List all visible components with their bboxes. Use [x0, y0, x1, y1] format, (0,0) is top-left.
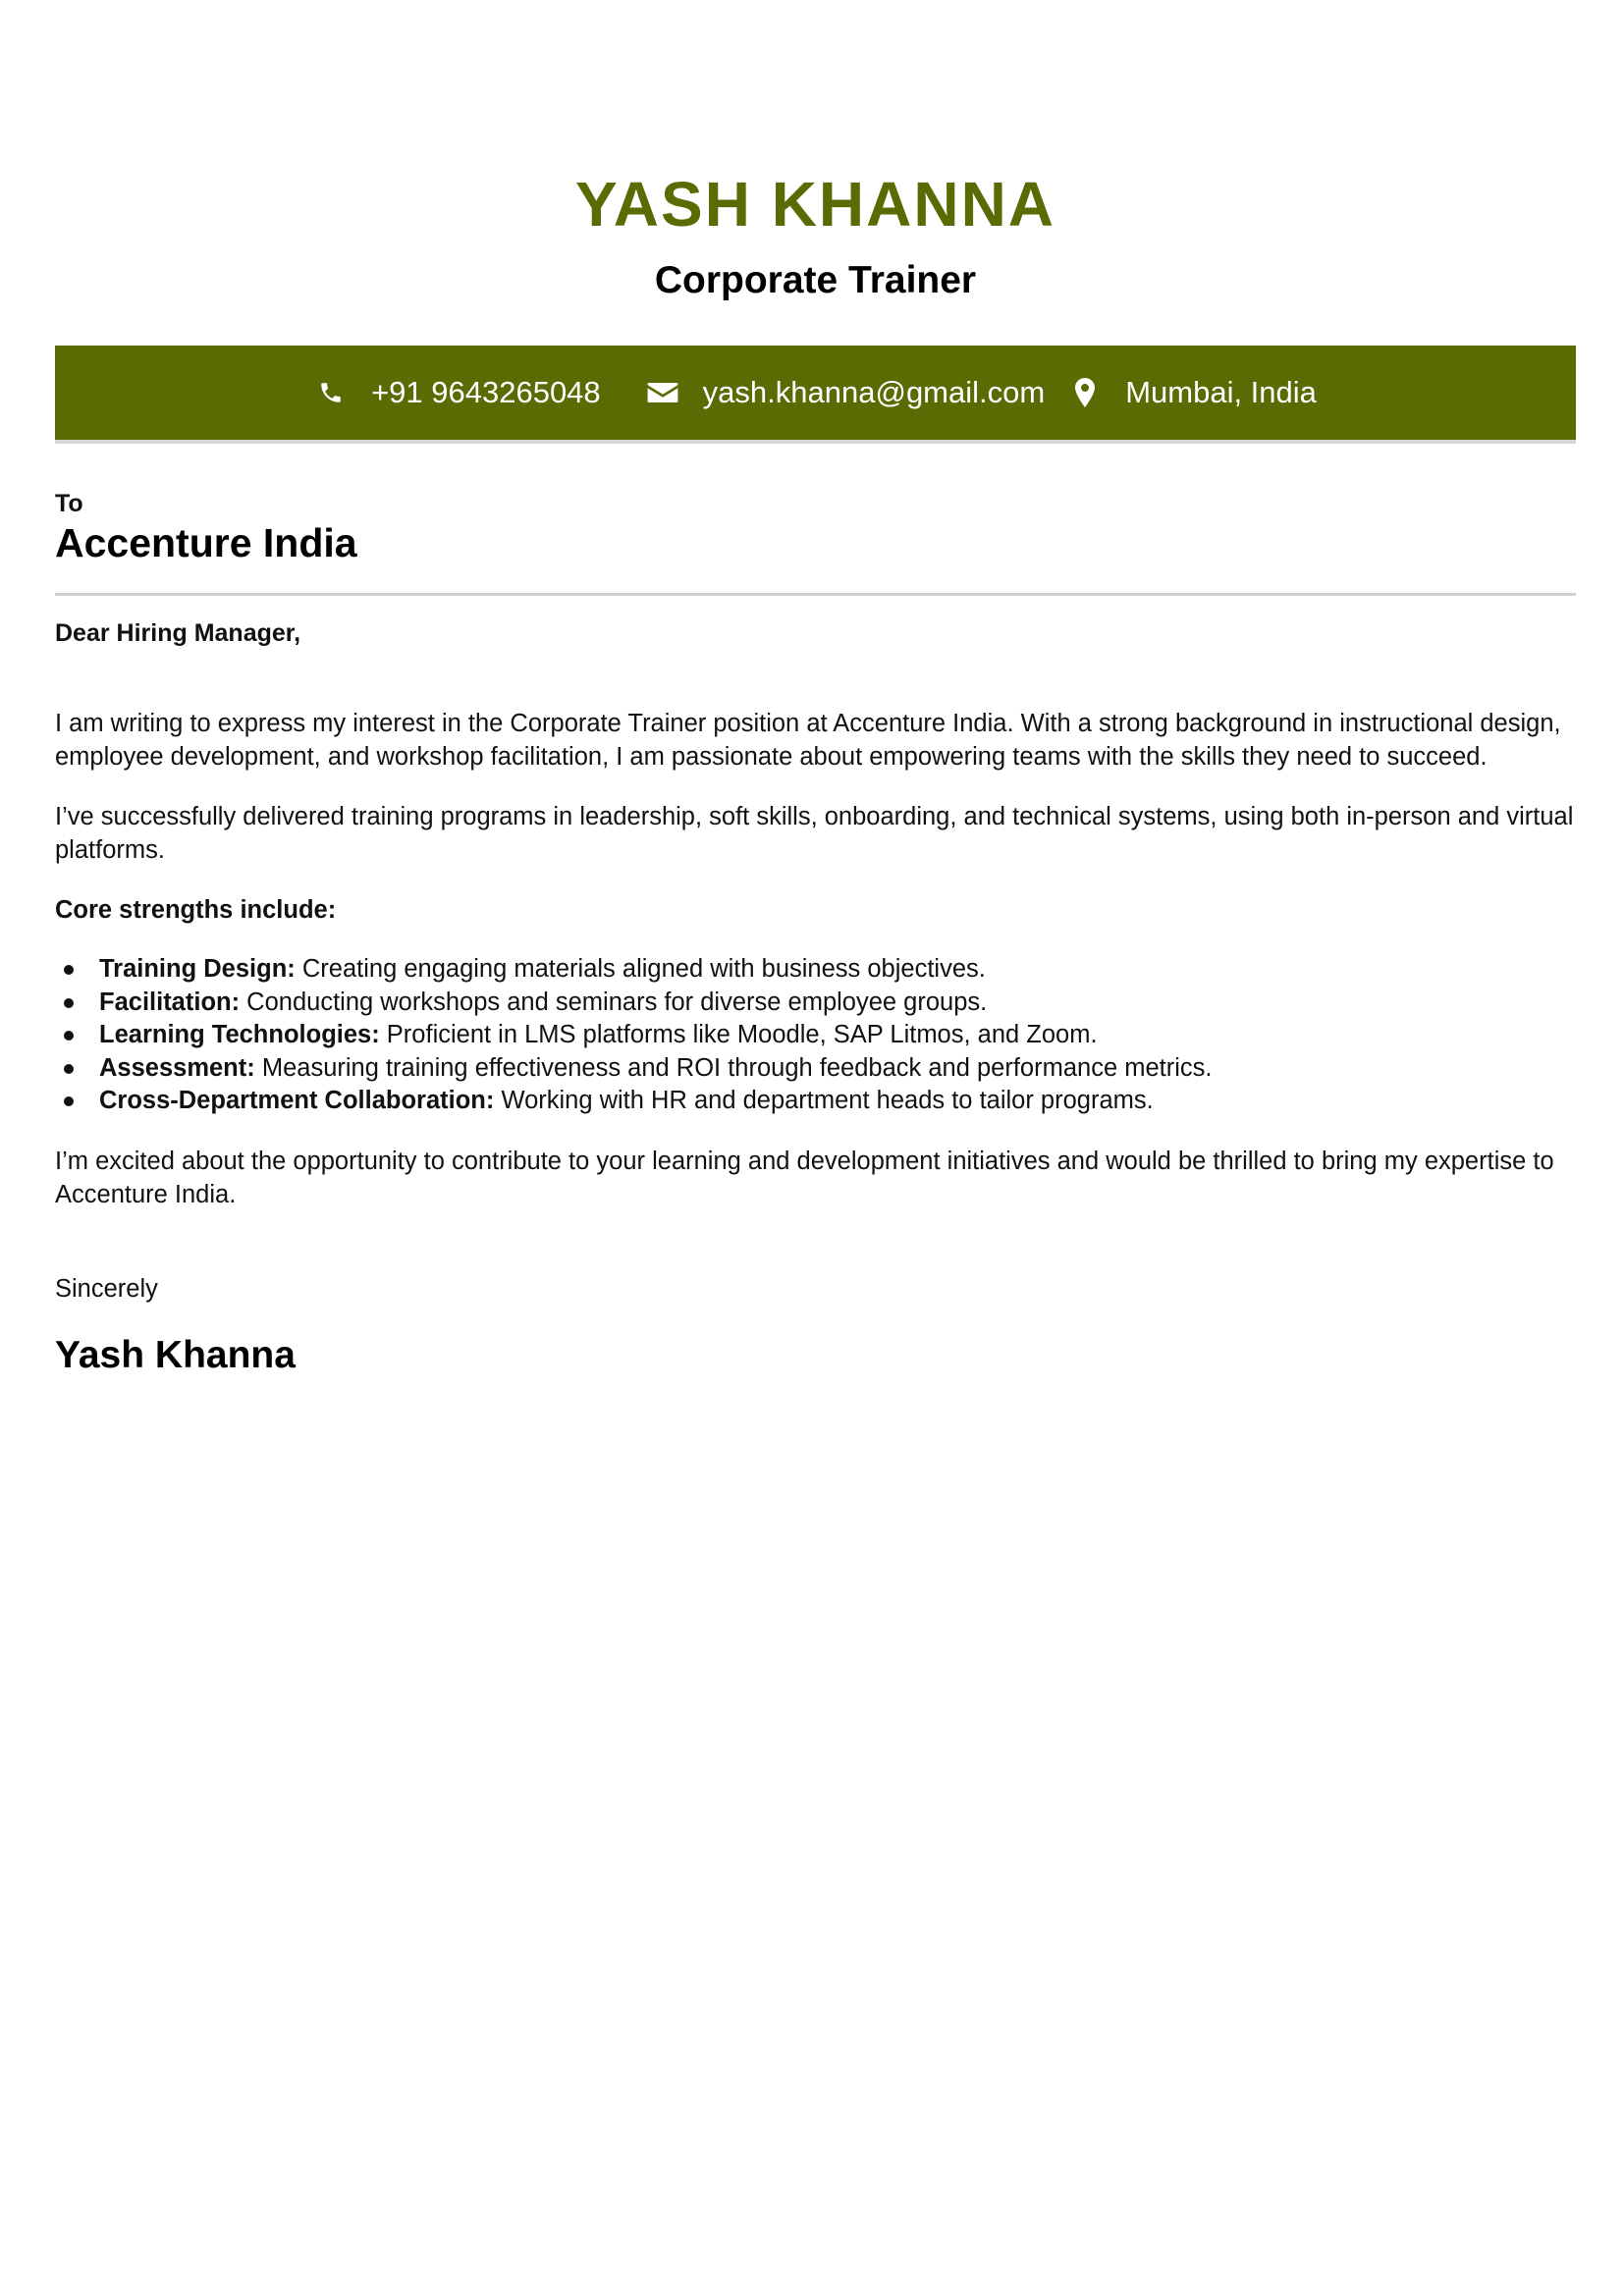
to-label: To — [55, 490, 83, 517]
sign-off: Sincerely — [55, 1275, 158, 1303]
signature-name: Yash Khanna — [55, 1334, 296, 1376]
paragraph-intro: I am writing to express my interest in the Corporate Trainer position at Accenture India. With a strong background in instructional design, employee development, and workshop facilitation, I am passionate about empowering teams with the skills they need to succeed. — [55, 710, 1561, 771]
paragraph-experience: I’ve successfully delivered training programs in leadership, soft skills, onboarding, and technical systems, using both in-person and virtual platforms. — [55, 803, 1574, 864]
contact-bar — [55, 346, 1576, 444]
envelope-icon — [646, 376, 679, 409]
strength-label: Training Design: — [99, 955, 296, 983]
strength-label: Learning Technologies: — [99, 1021, 380, 1048]
location-text: Mumbai, India — [1125, 375, 1317, 409]
section-divider — [55, 593, 1576, 596]
list-item — [99, 1019, 1576, 1052]
list-item — [99, 987, 1576, 1020]
strengths-list — [55, 953, 1576, 1118]
strengths-heading: Core strengths include: — [55, 896, 337, 924]
phone-icon — [314, 376, 348, 409]
list-item — [99, 953, 1576, 987]
contact-phone — [314, 375, 601, 410]
strength-text: Creating engaging materials aligned with business objectives. — [295, 955, 986, 983]
strength-label: Facilitation: — [99, 988, 241, 1016]
applicant-name: YASH KHANNA — [574, 169, 1056, 240]
contact-location — [1068, 375, 1317, 410]
contact-email — [646, 375, 1046, 410]
strength-text: Working with HR and department heads to tailor programs. — [494, 1087, 1154, 1114]
job-title: Corporate Trainer — [654, 259, 977, 301]
list-item — [99, 1085, 1576, 1118]
strength-text: Proficient in LMS platforms like Moodle, SAP Litmos, and Zoom. — [379, 1021, 1098, 1048]
recipient-company: Accenture India — [55, 520, 357, 565]
phone-number: +91 9643265048 — [371, 375, 601, 409]
strength-text: Conducting workshops and seminars for diverse employee groups. — [240, 988, 988, 1016]
list-item — [99, 1052, 1576, 1086]
strength-label: Assessment: — [99, 1053, 255, 1082]
map-marker-icon — [1068, 376, 1102, 409]
strength-text: Measuring training effectiveness and ROI through feedback and performance metrics. — [254, 1053, 1213, 1082]
paragraph-closing: I’m excited about the opportunity to contribute to your learning and development initiatives and would be thrilled to bring my expertise to Accenture India. — [55, 1147, 1554, 1208]
letter-body — [55, 707, 1576, 1238]
email-address: yash.khanna@gmail.com — [702, 375, 1046, 409]
strength-label: Cross-Department Collaboration: — [99, 1087, 495, 1114]
salutation: Dear Hiring Manager, — [55, 619, 301, 647]
